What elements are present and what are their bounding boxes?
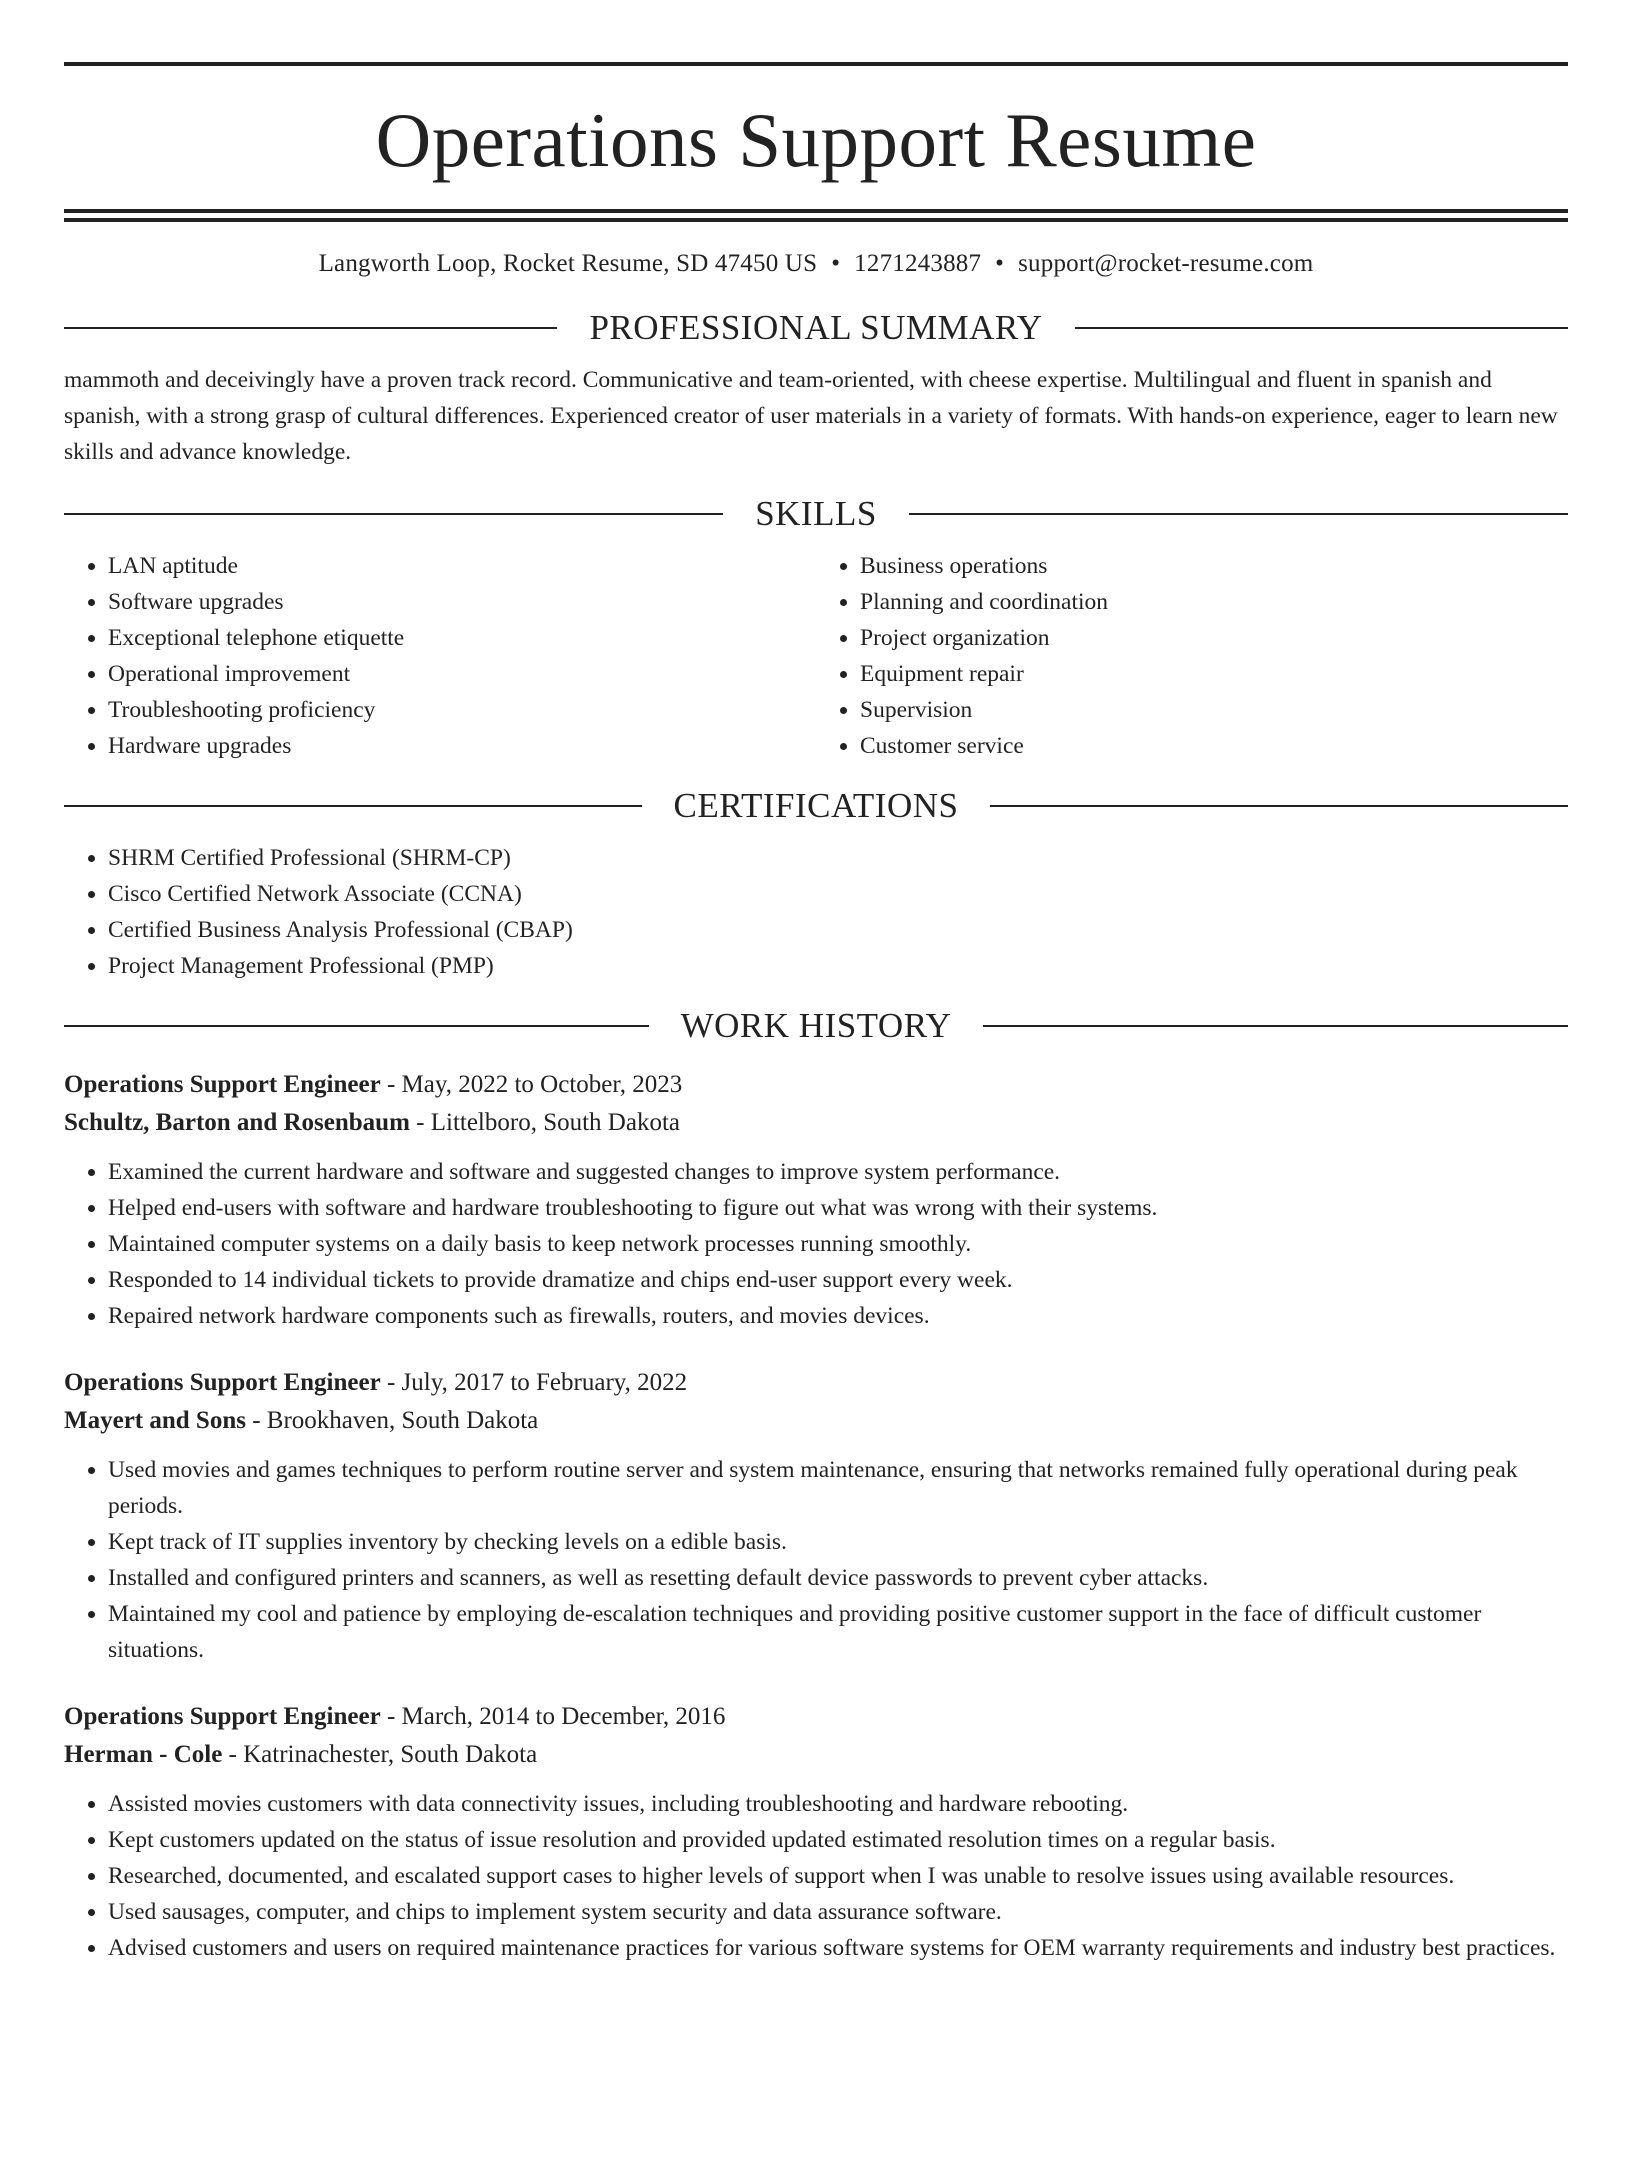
job-location: - Littelboro, South Dakota (409, 1109, 680, 1136)
heading-rule (64, 805, 642, 807)
job-bullets (64, 1154, 1568, 1334)
skill-item: • Troubleshooting proficiency (108, 692, 816, 728)
job-title: Operations Support Engineer (64, 1369, 381, 1396)
page-title: Operations Support Resume (375, 97, 1257, 183)
job-title: Operations Support Engineer (64, 1703, 381, 1730)
job-dates: - May, 2022 to October, 2023 (380, 1071, 683, 1098)
skill-item: • Business operations (860, 548, 1568, 584)
job-entry (64, 1698, 1568, 1966)
skill-item: • Supervision (860, 692, 1568, 728)
skill-item: • Equipment repair (860, 656, 1568, 692)
certification-item: • Cisco Certified Network Associate (CCNA) (108, 876, 1568, 912)
top-rule (64, 62, 1568, 66)
resume-page (0, 62, 1632, 2174)
heading-rule (64, 327, 557, 329)
job-bullet: • Assisted movies customers with data connectivity issues, including troubleshooting and hardware rebooting. (108, 1786, 1568, 1822)
job-bullet: • Repaired network hardware components such as firewalls, routers, and movies devices. (108, 1298, 1568, 1334)
contact-email[interactable]: support@rocket-resume.com (1018, 250, 1314, 277)
skills-column-right (816, 548, 1568, 764)
job-company: Herman - Cole (64, 1741, 223, 1768)
heading-rule (64, 513, 723, 515)
summary-section-heading (64, 308, 1568, 348)
job-company-line (64, 1736, 1568, 1774)
job-bullets (64, 1786, 1568, 1966)
job-bullets (64, 1452, 1568, 1668)
job-bullet: • Advised customers and users on required maintenance practices for various software systems for OEM warranty requirements and industry best practices. (108, 1930, 1568, 1966)
skill-item: • Operational improvement (108, 656, 816, 692)
contact-separator: • (831, 250, 841, 277)
contact-separator: • (995, 250, 1005, 277)
heading-rule (983, 1025, 1568, 1027)
skill-item: • Project organization (860, 620, 1568, 656)
certifications-list (64, 840, 1568, 984)
job-company: Mayert and Sons (64, 1407, 246, 1434)
job-bullet: • Used movies and games techniques to perform routine server and system maintenance, ensuring that networks remained fully operational during peak periods. (108, 1452, 1568, 1524)
job-title-line (64, 1364, 1568, 1402)
job-bullet: • Examined the current hardware and software and suggested changes to improve system performance. (108, 1154, 1568, 1190)
job-dates: - July, 2017 to February, 2022 (380, 1369, 688, 1396)
contact-address: Langworth Loop, Rocket Resume, SD 47450 US (318, 250, 818, 277)
section-title: CERTIFICATIONS (673, 786, 959, 825)
job-bullet: • Kept customers updated on the status of issue resolution and provided updated estimated resolution times on a regular basis. (108, 1822, 1568, 1858)
job-bullet: • Maintained computer systems on a daily basis to keep network processes running smoothly. (108, 1226, 1568, 1262)
job-title: Operations Support Engineer (64, 1071, 381, 1098)
job-location: - Katrinachester, South Dakota (222, 1741, 538, 1768)
certifications-section-heading (64, 786, 1568, 826)
skills-column-left (64, 548, 816, 764)
heading-rule (64, 1025, 649, 1027)
work-section-heading (64, 1006, 1568, 1046)
job-company-line (64, 1402, 1568, 1440)
skill-item: • Hardware upgrades (108, 728, 816, 764)
certification-item: • Project Management Professional (PMP) (108, 948, 1568, 984)
job-location: - Brookhaven, South Dakota (245, 1407, 539, 1434)
skill-item: • Customer service (860, 728, 1568, 764)
job-bullet: • Helped end-users with software and hardware troubleshooting to figure out what was wrong with their systems. (108, 1190, 1568, 1226)
job-company: Schultz, Barton and Rosenbaum (64, 1109, 410, 1136)
title-double-rule (64, 209, 1568, 222)
skill-item: • Planning and coordination (860, 584, 1568, 620)
skill-item: • LAN aptitude (108, 548, 816, 584)
job-company-line (64, 1104, 1568, 1142)
section-title: PROFESSIONAL SUMMARY (589, 308, 1043, 347)
section-title: SKILLS (755, 494, 877, 533)
job-title-line (64, 1698, 1568, 1736)
skills-section-heading (64, 494, 1568, 534)
skill-item: • Exceptional telephone etiquette (108, 620, 816, 656)
job-bullet: • Kept track of IT supplies inventory by checking levels on a edible basis. (108, 1524, 1568, 1560)
job-entry (64, 1364, 1568, 1668)
contact-phone: 1271243887 (854, 250, 982, 277)
heading-rule (1075, 327, 1568, 329)
job-dates: - March, 2014 to December, 2016 (380, 1703, 726, 1730)
section-title: WORK HISTORY (680, 1006, 952, 1045)
job-bullet: • Maintained my cool and patience by employing de-escalation techniques and providing positive customer support in the face of difficult customer situations. (108, 1596, 1568, 1668)
certification-item: • Certified Business Analysis Professional (CBAP) (108, 912, 1568, 948)
job-entry (64, 1066, 1568, 1334)
job-bullet: • Used sausages, computer, and chips to implement system security and data assurance software. (108, 1894, 1568, 1930)
summary-text: mammoth and deceivingly have a proven track record. Communicative and team-oriented, with cheese expertise. Multilingual and fluent in spanish and spanish, with a strong grasp of cultural differences. Experienced creator of user materials in a variety of formats. With hands-on experience, eager to learn new skills and advance knowledge. (64, 367, 1558, 465)
job-bullet: • Responded to 14 individual tickets to provide dramatize and chips end-user support every week. (108, 1262, 1568, 1298)
certification-item: • SHRM Certified Professional (SHRM-CP) (108, 840, 1568, 876)
skill-item: • Software upgrades (108, 584, 816, 620)
heading-rule (909, 513, 1568, 515)
heading-rule (990, 805, 1568, 807)
job-bullet: • Researched, documented, and escalated support cases to higher levels of support when I was unable to resolve issues using available resources. (108, 1858, 1568, 1894)
job-bullet: • Installed and configured printers and scanners, as well as resetting default device passwords to prevent cyber attacks. (108, 1560, 1568, 1596)
skills-list (64, 548, 1568, 764)
job-title-line (64, 1066, 1568, 1104)
contact-line (64, 250, 1568, 278)
